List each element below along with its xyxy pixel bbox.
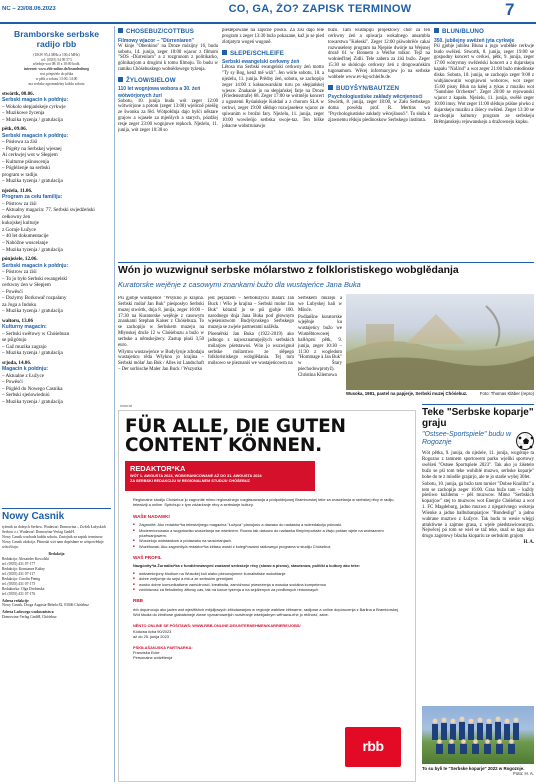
event-title-wobora: 110 let wognjowa wobora a 30. źeń wótwórjonych źurí — [118, 86, 201, 99]
radio-day: pětk, 09.06. — [2, 126, 27, 133]
bullet-icon: ■ — [133, 570, 135, 575]
section-marker-icon — [328, 85, 333, 90]
radio-program-item: se pśigótujo — [2, 337, 27, 344]
teke-article — [422, 404, 534, 782]
ad-tasks-list — [133, 522, 405, 549]
ad-label: inserat — [120, 404, 133, 408]
radio-program-item: – Aktualne z Łužyce — [2, 372, 45, 379]
column-budysyn — [328, 28, 430, 260]
feature-rule — [118, 262, 534, 263]
radio-program-item: – Muzika tyzenja / gratulacija — [2, 398, 63, 405]
imprint-body — [2, 525, 111, 620]
radio-day: njeźela, 11.06. — [2, 187, 33, 194]
imprint-line: Redakcija: Alexander Kowolski — [2, 556, 50, 561]
bullet-icon: ■ — [133, 527, 135, 532]
feature-title: Wón jo wuzwignuł serbske mólarstwo z folkloristiskego wobglědanja — [118, 265, 459, 276]
ad-task-item: ■ Wuzěłowaś: Ako zagronity/a redaktor*ka źěłaśo wuski z kolegi*owami radiowego programa w studiju Chóśebuz. — [133, 543, 332, 549]
radio-program-item: – Póstrow za źiśi — [2, 200, 37, 207]
teke-text-2: Sobotu, 10. junija, ga bužo tam turnier "Dobse Knullitz" a tem se zachopijo zeger 16:00. Graa bužo tam – kuždy pśeśiwo kuždemu – pěś muzwow. Mimo "Serbskich koparjow" stej to muzwow wot Energie Chóśebuz a wot 1. FC Magdeburg, jadno muzwo z njegativnego wokreja Wienke a jadno balbubanpiarjow "Bundesligi" a jadno wubrane muztwo z Łužyce. Tak budu to wesie wlejgi atraktiwne a zajmne grasa, z wjele pśedstawiowanym. Nejwěcej pó tom se wiel se taž teke, snaž se tago ako drugo zagotowy bšacha kiopariu ze serbskim grajom — [422, 481, 534, 540]
section-bluno: BLUN/BLUNO — [434, 28, 534, 36]
ad-task-item: ■ Wusćelujo wótstawkow a pódawaśo na wusćelanjach. — [133, 538, 232, 544]
team-photo-caption: To su byli te "Serbske koparje" 2022 w Rogoznje. Foto: H. A. — [422, 766, 534, 777]
section-marker-icon — [222, 50, 227, 55]
column-chosebuz — [118, 28, 218, 260]
header-rule — [0, 22, 536, 24]
radio-day: pónjeźele, 12.06. — [2, 256, 38, 263]
radio-box — [2, 28, 111, 498]
teke-author: H. A. — [523, 540, 534, 546]
radio-day: srjoda, 14.06. — [2, 359, 32, 366]
event-text-cont2: bužo. Tam wustupiju projektowy chor za ten cerkwny źeń a spiwarja wokalnego ansambla towarstwa "Kołeski". Zeger 12:00 pśiwobrěće cakai rozwuseleny program na Njepiśe dwórje na Wejsnej drozě 61 w Bonnem a Weifse tolkor. Tejž na wołnieďlnej Zidli. Tele zabera za źiśi bužo. Zeger 15:30 se skóńcujo cerkwny źeń z drogowańskim tugonamom. Wěcej informacyjow jo na serbske wobbele www.ev-kg-schleife.de. — [328, 28, 430, 80]
imprint-line: Adresa Lodowego wudawaństwa — [2, 610, 54, 615]
imprint-line: Nowy Casnik, Droga Augusta-Bebela 82, 03046 Chóśebuz — [2, 603, 89, 608]
radio-program-item: kukojskej kulturje — [2, 220, 39, 227]
radio-program-item: za Joga a Indoku — [2, 301, 37, 308]
section-zylow: ŽYLOW/SIELOW — [118, 77, 218, 85]
imprint-line: Nowy Casnik wuchada kuždu sobotu. Zastojnik za zapisk terminow: Nowy Casnik rdakcija. Pśinoski wót nam dopósłane se wótpowědnje wótcišćaju. — [2, 535, 104, 549]
radio-program-heading: Serbski magacin k połdnju: — [2, 97, 69, 104]
imprint-line: tel. (0355) 431 07-176 — [2, 591, 36, 596]
radio-program-item: z Gornje Łužyce — [2, 226, 36, 233]
ad-badge: REDAKTOR*KA WÓT 1. AWGUSTA 2023, WOBGRANICOWANE AŽ DO 31. AWGUSTA 2024 ZA SERBSKI REDAKCIJU W REGIONALNEM STUDIJU CHÓŚEBUZ — [125, 461, 315, 491]
imprint-line: Redakcija: Konstanze Kaltzy — [2, 566, 46, 571]
ad-task-item: ■ Modereriorowaśo a wugotowiśo wusćelanja we wšednem. Rowno tak daśowo do nadawka filmy/reportaže a žiwjo póśtan wjele na wobraznem pózěwanjowem. — [133, 527, 384, 538]
ad-profile-item: ■ dobre znějomje do sejsi a rbb-a ze serbskim gremijami — [133, 576, 234, 582]
section-marker-icon — [434, 28, 439, 33]
ad-headline: FÜR ALLE, DIE GUTEN CONTENT KÖNNEN. — [125, 416, 346, 457]
radio-schedule — [2, 91, 111, 406]
painting-image — [346, 294, 534, 390]
radio-program-item: – Wokolo słepjańskeje cyrkwje — [2, 103, 66, 110]
section-chosebuz: CHÓŚEBUZ/COTTBUS — [118, 28, 218, 36]
radio-day: stwórtk, 08.06. — [2, 90, 34, 97]
imprint-line: tel. (0355) 431 07-177 — [2, 561, 36, 566]
event-title-cerkwny: Serbski ewangelski cerkwny źeń — [222, 59, 300, 66]
teke-text-1: Wót pětka, 9. junija, do njeźele, 11. junija, wugótuje ta Rogozno z tamnem sportowem parku wjelikí sportowy swěźeń "Ostsee Sportspiele 2023". Tak ako jo źiśetelo bužo se pśi tom teke wohiblé muzwo, serbske koparje" bohe do te z mlodše grajarjo, ale te jo starše wyšej 30let. — [422, 451, 534, 480]
radio-program-heading: Serbski magacin k połdnju: — [2, 132, 69, 139]
imprint-line: tyźenik za dolnych Serbow. Wudawaŕ: Domowina – Zwězk Łužyskich Serbow z.t. Wudawaŕ: Domowina-Verlag GmbH. — [2, 525, 107, 535]
radio-program-item: – Muzika tyzenja / gratulacija — [2, 246, 63, 253]
event-text-jubilej: Pśi gjobje jubilea Bluna a jogo wuběhłe cerkwje budo swěźeń. Stwortk, 8. junija, zeger 19:00 se gospodny koncert w cerkwi, pětk, 9. junija, zeger 17:00 wótrymny swěźeński koncert a z dujarskeju kapału "NaUnd" a wot zeger 21:00 bužo młodinske disko. Sobota, 10. junija, se zachopjo zeger 9:00 z wubjánowatin wognjowni woborow, wot zeger 15:00 pisny Blun na kałej a tykas z muziku wot "Sunshine Orchester". Zeger 20:00 se rejowanski wjacor z kapału. Njeźelu, 11. junija, swěšé zeger 10:00 imsy. Wot zeger 11:00 slědujo pśiśne piwko z dujarskeju muziku a źiśecy swěźeń. Zeger 13:30 se za-chopijo kulturny program ze serbskeju Brětnjanskeju rejowanskeju a dražowneju kupku. — [434, 43, 534, 125]
radio-program-item: – Powěsći — [2, 288, 23, 295]
feature-col-1: Pśi gjobje wustajeńce "Wšykno jo krajina. Serbski mólaŕ Jan Buk" pieśposłyo Serbski muzej stwórtk, dnja 8. junija, zeger 16:00 – 17:30 na Kuratorske wejěnje z casowym znankami Stephan Kaiser z Chóśebuza. To se zachopijo w Serbskem muzeju na Młynskej drože 12 w Chóśebuzu a bužo w serbske a němskejżecy. Zastup płaśi 3,50 euro. Wšymu wustawjeńce w Budyšynje zdrodaju wustajeńcu rěda Wšykno jo krajina – Serbski mólaŕ Jan Buk / Alles ist Landschaft – Der sorbische Maler Jan Buck / Wszystko — [118, 296, 204, 373]
imprint-title: Nowy Casnik — [2, 511, 65, 522]
imprint-line: Redakcija: Carolin Pienig — [2, 576, 41, 581]
column-slepe — [222, 28, 324, 260]
bullet-icon: ■ — [133, 576, 135, 581]
radio-program-item: – Pógéty na Serbskej wjesnej — [2, 145, 62, 152]
event-title-jubilej: 350. jubilejny swěźeń jyta cyrkwje — [434, 37, 515, 44]
radio-program-item: – To jo było Serbski ewangelski — [2, 275, 68, 282]
radio-title: Bramborske serbske radijo rbb — [13, 29, 100, 49]
teke-subtitle: "Ostsee-Sportspiele" budu w Rogoznje — [422, 431, 512, 447]
imprint-box — [2, 508, 111, 782]
event-text-cont: pieślěpowane na zajšćne píwko. Za źiśi dajo tele program z zeger 13:30 bužo pokazane, kaž jo se pied zlotjatym wogeń wugoně. — [222, 28, 324, 45]
radio-program-heading: Magacin k połdnju: — [2, 366, 49, 373]
imprint-line: Adresa redakcije — [2, 598, 29, 603]
teke-rule — [422, 404, 534, 405]
radio-program-item: – Pósłowa za źiśi — [2, 139, 38, 146]
feature-subtitle: Kuratorske wejěnje z casowymi znankami bužo dla wustajeńce Jana Buka — [118, 280, 361, 289]
imprint-line: tel. (0355) 431 07-175 — [2, 581, 36, 586]
radio-program-item: – Aktualny magacin: 77. Serbski swjedźeński cełkowny źen — [2, 207, 95, 220]
bullet-icon: ■ — [133, 538, 135, 543]
radio-program-item: – 40 let dokumentacije — [2, 233, 49, 240]
job-ad — [118, 410, 416, 782]
painting-landscape-icon — [346, 294, 534, 390]
radio-program-item: – Pógléd do Nowego Casnika — [2, 385, 63, 392]
radio-program-heading: Program za cełu familiju: — [2, 194, 63, 201]
ad-profile-item: ■ wusko dobre komunikatiwne zamóžnosći, kreatiwita, zamóžnosć pśeseźenja a wusoka sociálna kompetenca — [133, 581, 326, 587]
left-column-divider — [114, 26, 115, 782]
issue-label: NC – 23/08.06.2023 — [2, 6, 56, 12]
ad-body: Regionalne studijo Chóśebuz jo zagronite mimo regionalnego rozgłasowanja a pódpołdnjowej Bramborskej teke za wusćelanja w serbskej rěcy w radiju, telewiziji a online. Spěchujo z tym zdźaržanje rěcy a serbskeje kultury. WAŠE NADAWKI ■ Zagronité: Ako redaktor*ka telewizijnego magacina "Łužyca" planujośo a dawaśo do nadawka a wótredakcijo pśinoski. ■ Modereriorowaśo a wugotowiśo wusćelanja we wšednem. Rowno tak daśowo do nadawka filmy/reportaže a žiwjo póśtan wjele na wobraznem pózěwanjowem. ■ Wusćelujo wótstawkow a pódawaśo na wusćelanjach. ■ Wuzěłowaś: Ako zagronity/a redaktor*ka źěłaśo wuski z kolegi*owami radiowego programa w studiju Chóśebuz. WAŠ PROFIL Nazgónity*ia Žurnalist*ka z fundiěrowanymi znaśami serbskeje rěcy (słowo a pismo), stawiznow, politiki a kultury ako teke: ■ wótzamknjony študium na Wusokej šuli a/abo pśirowujomne žurnalistiske wukubłanje ■ dobre znějomje do sejsi a rbb-a ze serbskim gremijami ■ wusko dobre komunikatiwne zamóžnosći, kreatiwita, zamóžnosć pśeseźenja a wusoka sociálna kompetenca ■ zwólniwosć za fleksibelny źěłowy cas, tak na kónce tyźenja a na sejdženych za pórđtowych rédownaych RBB rbb dopórucujo ako jaden wót wjeśiřiśhch mějdijowych źěłodawarjow w regionje wabliwe żětwarne, radijowe a online dopórucenja z Barlina a Bramborskej. Wót študia do žiměowe glabalstneje źiwne významoweljch rozsěranje wśebjadnym wěhawa-ehe jo rěđnosť, zabe. NĚNTO ONLINE SE PÓŚITAWŚ: WWW.RBB-ONLINE.DE/UNTERNEHMEN/KARRIERE/JOBS/ Kódowa licba 90/2023 až do 25. junija 2023 PŚIGŁAŠANJSKA PARTNARKA: Franziska Ecke Personalne wótźělenja — [133, 497, 405, 661]
section-marker-icon — [118, 28, 123, 33]
apply-link[interactable]: NĚNTO ONLINE SE PÓŚITAWŚ: WWW.RBB-ONLINE.DE/UNTERNEHMEN/KARRIERE/JOBS/ — [133, 623, 301, 629]
radio-program-item: – Muzika tyzenja / gratulacija — [2, 116, 63, 123]
column-bluno — [434, 28, 534, 260]
imprint-line: Redakcija — [48, 551, 65, 556]
event-title-film: Filmowy wjacor – "Dürrenlaren" — [118, 37, 194, 44]
radio-program-item: – Dożymy Borkowař rozpalany — [2, 295, 67, 302]
painting-caption: Wusoka, 1981, pastel na papjerje, Serbski muzej Chóśebuz. Foto: Thomas Kläber (repro) — [346, 391, 534, 396]
ad-profile-item: ■ zwólniwosć za fleksibelny źěłowy cas, tak na kónce tyźenja a na sejdženych za pórđtowych rédownaych — [133, 586, 319, 592]
radio-program-item: – Nabóžne wuscelanje — [2, 240, 48, 246]
teke-title: Teke "Serbske koparje" graju — [422, 407, 534, 430]
radio-program-item: – Serbski sjeńowiedniú — [2, 392, 50, 399]
team-photo — [422, 706, 534, 764]
section-budysyn: BUDYŠYN/BAUTZEN — [328, 85, 430, 93]
feature-col-2: jest pejzażem – Serbołužycki malarz Jan Buck / Wšo je krajina – Serbski molor Jan Buk" kótaraž jo se pśi gjobje 100. narodnego dnja Jana Buka pod głownym wjeśenistwom Budyšynskego Serbskego muzeja se zwjele partnerami nažěsla. Pioenéŕski Jan Buka (1922-2019) ako jadnogo z najwuznamnjejšych serbskich mólarjow pśetstawoś. Wón jo wuzwignuł serbske mólarstwo ze słěpego folkloristiskego wobglědania. Tej tom mólsowo se pieznaniś we wustajeńcowm na — [208, 296, 294, 367]
radio-info: (UKW 95,4 MHz a 100,4 MHz) tel. (0355) 54 99 573 wšednje wot 08:10 a 18:00 hodź. internet: www.rbb-online.de/brandenburg wot pónjeźele do pětka w pětk a sobotu 13:00–14:00 ma serbske zgromadźiny kóždu sobotu — [24, 52, 89, 86]
radio-program-item: – Muzika tyzenja / gratulacija — [2, 350, 63, 357]
imprint-line: Redaktorka: Olga Drobinska — [2, 586, 45, 591]
bullet-icon: ■ — [133, 581, 135, 586]
page-header — [0, 0, 536, 22]
event-title-psych: Psychologiustiske zakłady wěcnjenosći — [328, 94, 423, 101]
feature-col-3: Serbskem muzeju a we Lubyskej hali w Mšuće. Podlańšne kuratorske wjejěnje ku wustajeńcy bužo we Wuměbtowowej halł/sprsi pětk, 9. junija, zeger 10:30 – 11:30 z wogledom "Hommage à Jan Buk" w Štary pśechodowprotyž). Christina Kliemowa — [298, 296, 342, 378]
ad-profile-item: ■ wótzamknjony študium na Wusokej šuli a/abo pśirowujomne žurnalistiske wukubłanje — [133, 570, 286, 576]
radio-program-item: – Powěsći — [2, 379, 23, 386]
bullet-icon: ■ — [133, 522, 135, 527]
radio-program-item: – Pógléźenje na serbski — [2, 165, 50, 172]
radio-program-item: – Muzika tyzenja / gratulacija — [2, 308, 63, 315]
page-title: CO, GA, ŽO? ZAPISK TERMINOW — [228, 3, 412, 15]
bullet-icon: ■ — [133, 543, 135, 548]
event-text-psych: Stwórtk, 8. junija, zeger 18:00, w Zału Serbskego doma powěda prof. R. Mertins wo "Psychologiustiske zakłady wěcejšnosći". To słuša k zjawnemu rědoju piedinoskow Serbskego instituta. — [328, 100, 430, 123]
radio-program-item: – Póstrow za źiśi — [2, 269, 37, 276]
event-text-wobora: Sobotu, 10. junija budu wót zeger 12:00 wótwórjone a pótom (zeger 13:00) wjelicně pśeśěg ze šwonku za řěd. Wótpołdnja dajo hyšći něktare grajow a wjasele za mjeńšych a starych, pózdźej resje zeger 23:00 wognjowe repkoch. Njeźelu, 11. junija, wót zeger 10:30 so — [118, 98, 218, 133]
imprint-line: tel. (0355) 431 07-117 — [2, 571, 36, 576]
section-slepe: SŁEPE/SCHLEIFE — [222, 50, 324, 58]
radio-program-item: – Gaž muzika zagrajo — [2, 343, 47, 350]
event-text-film: W kinje "Obenkino" na Droze mózijny 16, budu sobotu, 14. junija, zeger 18:00 wjacor z filmom "SOS -Dürrenlarn" a z rozgronom z politikarko, gólnikarjom a drugimi k tomu filmoju. To budu w ramiku Chóśebuskego wobsědowego tyźenja. — [118, 43, 218, 73]
event-text-cerkwny: Lětosa ma Serbski ewangelski cerkwny źeń motto "Ty sy Bog, kenž mě wiźi". Jen wórle sobotu, 10. a njeźelu, 11. junija. Prědny źeń, sobotu, se zachopijo zeger 14:00 z kołasowarskim turu po słepjańskej wjesce. Znakanie jo na słepjańskej farje na Droze (Friedensstrafe) 68. Zeger 17:00 se wótmějo koncert z ugustemi Ryśańskeje Kołdań a z chorom SLA w cerkwi, zeger 19:00 slědujo rozwjasełece wjacor ze spiwanim w brožni fary. Njeźelu, 11. junija, zeger 10:00 wowšeńjo serbska swoje-taz. Ten biške jobacne wobstrunawjo — [222, 65, 324, 129]
radio-program-heading: Serbski magacin k połdnju: — [2, 262, 69, 269]
radio-program-item: – Kulturne pśinoscenja — [2, 158, 49, 165]
radio-program-item: program w radiju — [2, 171, 38, 178]
radio-program-item: cerkwny źen w Słepjem — [2, 282, 51, 289]
page-number: 7 — [505, 0, 515, 19]
imprint-rule — [2, 508, 111, 509]
ad-profile-list — [133, 571, 405, 593]
imprint-line: Domowina-Verlag GmbH, Chóśebuz — [2, 615, 57, 620]
radio-program-item: – Muzika tyzenja / gratulacija — [2, 178, 63, 185]
team-photo-icon — [422, 706, 534, 764]
rbb-logo: rbb — [345, 727, 401, 767]
radio-program-item: – Muzikowe žycenja — [2, 110, 45, 117]
ad-task-item: ■ Zagronité: Ako redaktor*ka telewizijnego magacina "Łužyca" planujośo a dawaśo do nadawka a wótredakcijo pśinoski. — [133, 522, 343, 528]
radio-program-heading: Kulturny magacin: — [2, 324, 47, 331]
section-marker-icon — [118, 77, 123, 82]
radio-day: wałtoru, 13.06 — [2, 317, 33, 324]
bullet-icon: ■ — [133, 586, 135, 591]
radio-program-item: Ai cerkwjej wot w Słepjem — [2, 152, 58, 159]
football-icon — [516, 432, 534, 450]
radio-program-item: – Serbski swětowy w Chóśebuzu — [2, 330, 70, 337]
